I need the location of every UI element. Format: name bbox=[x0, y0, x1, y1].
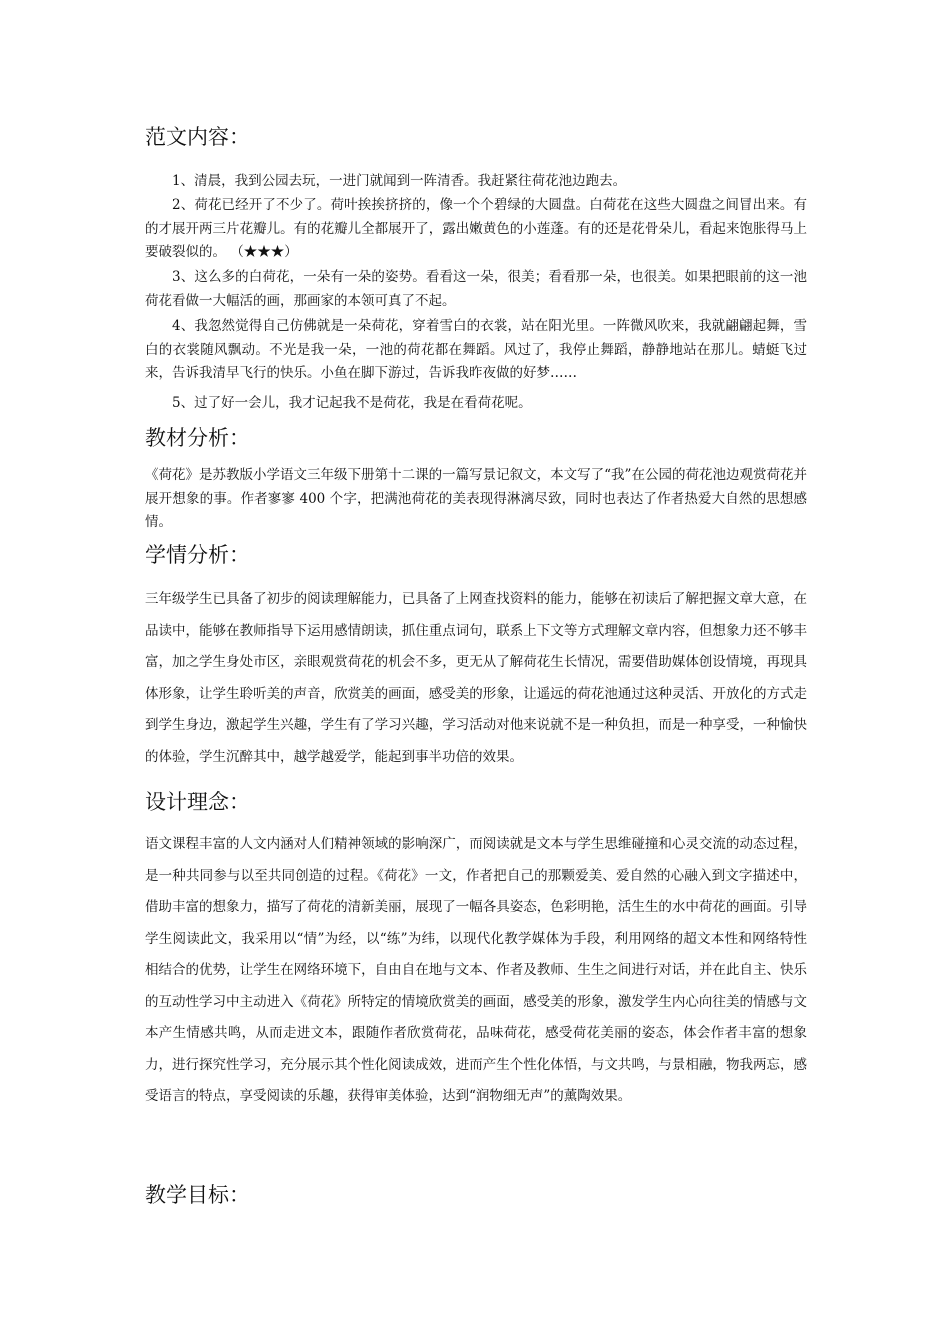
fanwen-paragraph-3: 3、这么多的白荷花，一朵有一朵的姿势。看看这一朵，很美；看看那一朵，也很美。如果把眼前的这一池荷花看做一大幅活的画，那画家的本领可真了不起。 bbox=[145, 269, 807, 309]
heading-xueqing: 学情分析： bbox=[145, 543, 250, 567]
heading-mubiao: 教学目标： bbox=[145, 1183, 250, 1207]
fanwen-paragraph-2: 2、荷花已经开了不少了。荷叶挨挨挤挤的，像一个个碧绿的大圆盘。白荷花在这些大圆盘之间冒出来。有的才展开两三片花瓣儿。有的花瓣儿全都展开了，露出嫩黄色的小莲蓬。有的还是花骨朵儿，看起来饱胀得马上要破裂似的。 （★★★） bbox=[145, 197, 807, 260]
sheji-text: 语文课程丰富的人文内涵对人们精神领域的影响深广，而阅读就是文本与学生思维碰撞和心灵交流的动态过程，是一种共同参与以至共同创造的过程。《荷花》一文，作者把自己的那颗爱美、爱自然的心融入到文字描述中，借助丰富的想象力，描写了荷花的清新美丽，展现了一幅各具姿态，色彩明艳，活生生的水中荷花的画面。引导学生阅读此文，我采用以“情”为经，以“练”为纬，以现代化教学媒体为手段，利用网络的超文本性和网络特性相结合的优势，让学生在网络环境下，自由自在地与文本、作者及教师、生生之间进行对话，并在此自主、快乐的互动性学习中主动进入《荷花》所特定的情境欣赏美的画面，感受美的形象，激发学生内心向往美的情感与文本产生情感共鸣，从而走进文本，跟随作者欣赏荷花，品味荷花，感受荷花美丽的姿态，体会作者丰富的想象力，进行探究性学习，充分展示其个性化阅读成效，进而产生个性化体悟，与文共鸣，与景相融，物我两忘，感受语言的特点，享受阅读的乐趣，获得审美体验，达到“润物细无声”的薰陶效果。 bbox=[145, 836, 807, 1104]
jiaocai-text: 《荷花》是苏教版小学语文三年级下册第十二课的一篇写景记叙文，本文写了“我”在公园的荷花池边观赏荷花并展开想象的事。作者寥寥 400 个字，把满池荷花的美表现得淋漓尽致，同时也表达了作者热爱大自然的思想感情。 bbox=[145, 467, 807, 530]
fanwen-paragraph-4: 4、我忽然觉得自己仿佛就是一朵荷花，穿着雪白的衣裳，站在阳光里。一阵微风吹来，我就翩翩起舞，雪白的衣裳随风飘动。不光是我一朵，一池的荷花都在舞蹈。风过了，我停止舞蹈，静静地站在那儿。蜻蜓飞过来，告诉我清早飞行的快乐。小鱼在脚下游过，告诉我昨夜做的好梦…… bbox=[145, 318, 807, 381]
heading-fanwen: 范文内容： bbox=[145, 125, 250, 149]
xueqing-text: 三年级学生已具备了初步的阅读理解能力，已具备了上网查找资料的能力，能够在初读后了解把握文章大意，在品读中，能够在教师指导下运用感情朗读，抓住重点词句，联系上下文等方式理解文章内容，但想象力还不够丰富，加之学生身处市区，亲眼观赏荷花的机会不多，更无从了解荷花生长情况，需要借助媒体创设情境，再现具体形象，让学生聆听美的声音，欣赏美的画面，感受美的形象，让遥远的荷花池通过这种灵活、开放化的方式走到学生身边，激起学生兴趣，学生有了学习兴趣，学习活动对他来说就不是一种负担，而是一种享受，一种愉快的体验，学生沉醉其中，越学越爱学，能起到事半功倍的效果。 bbox=[145, 591, 807, 765]
fanwen-paragraph-5: 5、过了好一会儿，我才记起我不是荷花，我是在看荷花呢。 bbox=[172, 395, 532, 411]
heading-sheji: 设计理念： bbox=[145, 790, 250, 814]
fanwen-paragraph-1: 1、清晨，我到公园去玩，一进门就闻到一阵清香。我赶紧往荷花池边跑去。 bbox=[172, 173, 627, 189]
heading-jiaocai: 教材分析： bbox=[145, 426, 250, 450]
